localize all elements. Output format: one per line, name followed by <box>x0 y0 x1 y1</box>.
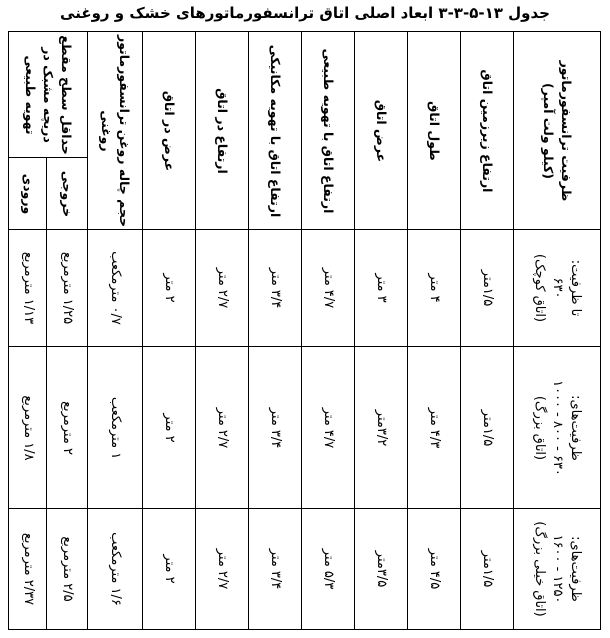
header-vent-in: ورودی <box>9 158 47 230</box>
cell-base-height: ۱/۵متر <box>461 509 514 630</box>
header-oil-pit: حجم چاله روغن ترانسفورماتور روغنی <box>88 32 143 230</box>
cell-vent-in: ۱/۱۳ مترمربع <box>9 230 47 347</box>
cell-width: ۳ متر <box>355 230 408 347</box>
cell-vent-out: ۲ مترمربع <box>47 347 88 509</box>
header-width: عرض اتاق <box>355 32 408 230</box>
header-vent-group: حداقل سطح مقطع دریچه مشبک در تهویه طبیعی <box>9 32 88 158</box>
header-vent-out: خروجی <box>47 158 88 230</box>
cell-base-height: ۱/۵متر <box>461 230 514 347</box>
header-height-natural: ارتفاع اتاق با تهویه طبیعی <box>302 32 355 230</box>
cell-door-width: ۲ متر <box>143 347 196 509</box>
cell-height-natural: ۴/۷ متر <box>302 230 355 347</box>
cell-width: ۳/۲متر <box>355 347 408 509</box>
cell-height-mechanical: ۳/۴ متر <box>249 509 302 630</box>
cell-capacity: تا ظرفیت: ۶۳۰ (اتاق کوچک) <box>514 230 601 347</box>
cell-door-width: ۲ متر <box>143 230 196 347</box>
header-height-mechanical: ارتفاع اتاق با تهویه مکانیکی <box>249 32 302 230</box>
cell-door-height: ۲/۷ متر <box>196 347 249 509</box>
header-length: طول اتاق <box>408 32 461 230</box>
cell-oil-pit: ۱/۶ مترمکعب <box>88 509 143 630</box>
cell-oil-pit: ۱ مترمکعب <box>88 347 143 509</box>
cell-height-natural: ۴/۷ متر <box>302 347 355 509</box>
cell-height-mechanical: ۳/۴ متر <box>249 230 302 347</box>
cell-width: ۳/۵متر <box>355 509 408 630</box>
header-row <box>9 32 601 158</box>
cell-door-height: ۲/۷ متر <box>196 509 249 630</box>
header-base-height: ارتفاع زیرزمین اتاق <box>461 32 514 230</box>
header-door-height: ارتفاع در اتاق <box>196 32 249 230</box>
cell-capacity: ظرفیت‌های: ۱۲۵۰ - ۱۶۰۰ (اتاق خیلی بزرگ) <box>514 509 601 630</box>
cell-vent-out: ۲/۵ مترمربع <box>47 509 88 630</box>
cell-length: ۴ متر <box>408 230 461 347</box>
cell-door-width: ۲ متر <box>143 509 196 630</box>
header-door-width: عرض در اتاق <box>143 32 196 230</box>
table-title: جدول ۱۳-۵-۳-۳ ابعاد اصلی اتاق ترانسفورماتورهای خشک و روغنی <box>60 4 550 22</box>
header-capacity: ظرفیت ترانسفورماتور (کیلو ولت آمپر) <box>514 32 601 230</box>
cell-base-height: ۱/۵متر <box>461 347 514 509</box>
table-row <box>9 230 601 347</box>
cell-length: ۴/۵ متر <box>408 509 461 630</box>
cell-vent-in: ۲/۳۷ مترمربع <box>9 509 47 630</box>
cell-vent-out: ۱/۲۵ مترمربع <box>47 230 88 347</box>
cell-height-natural: ۵/۳ متر <box>302 509 355 630</box>
table-row <box>9 509 601 630</box>
cell-length: ۴/۳ متر <box>408 347 461 509</box>
cell-capacity: ظرفیت‌های: ۶۳۰ - ۸۰۰ - ۱۰۰۰ (اتاق بزرگ) <box>514 347 601 509</box>
table-row <box>9 347 601 509</box>
transformer-room-table <box>8 31 601 630</box>
cell-door-height: ۲/۷ متر <box>196 230 249 347</box>
cell-height-mechanical: ۳/۴ متر <box>249 347 302 509</box>
cell-vent-in: ۱/۸ مترمربع <box>9 347 47 509</box>
cell-oil-pit: ۰/۷ مترمکعب <box>88 230 143 347</box>
